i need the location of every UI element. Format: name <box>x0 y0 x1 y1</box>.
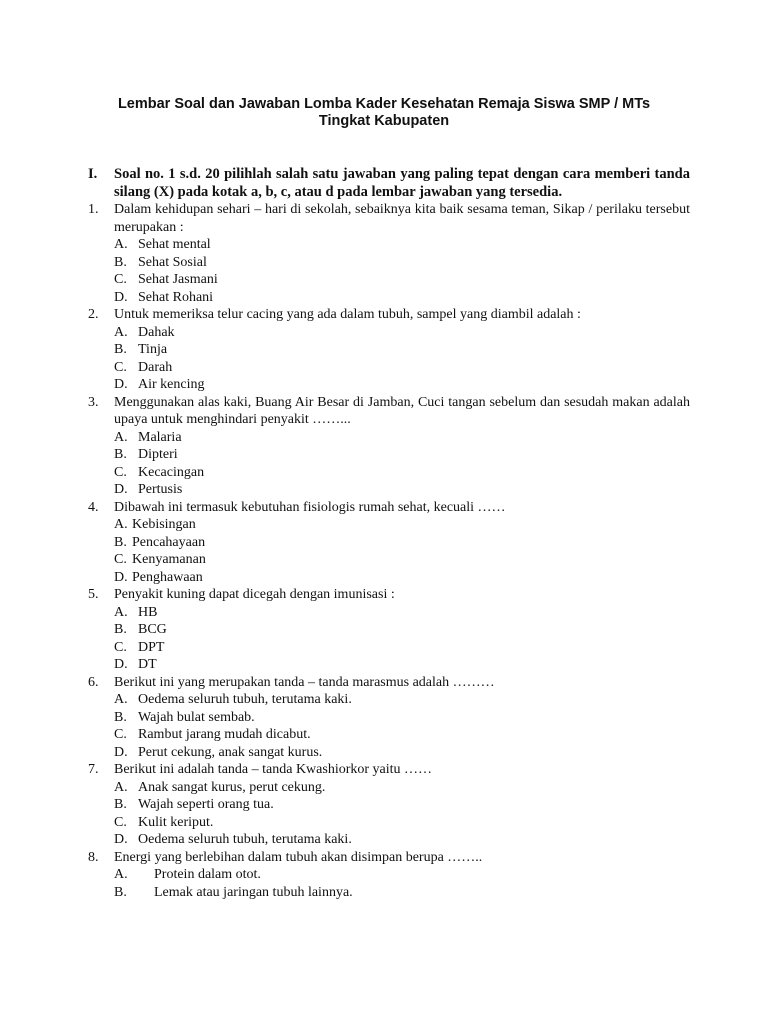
section-instructions <box>88 165 690 201</box>
option-a: A. Anak sangat kurus, perut cekung. <box>114 779 326 795</box>
question-7 <box>88 761 690 849</box>
question-number: 6. <box>88 674 99 690</box>
option-d: D. DT <box>114 657 157 672</box>
question-number: 2. <box>88 307 99 322</box>
question-number: 1. <box>88 202 99 217</box>
option-c: C. Sehat Jasmani <box>114 272 218 287</box>
section-number: I. <box>88 166 98 182</box>
option-b: B. Dipteri <box>114 447 178 462</box>
option-b: B. Pencahayaan <box>114 534 206 550</box>
section-text: Soal no. 1 s.d. 20 pilihlah salah satu jawaban yang paling tepat dengan cara memberi tanda silang (X) pada kotak a, b, c, atau d pada lembar jawaban yang tersedia. <box>114 166 690 200</box>
question-number: 7. <box>88 762 99 777</box>
option-c: C. Darah <box>114 359 173 375</box>
option-c: C. Rambut jarang mudah dicabut. <box>114 727 311 742</box>
option-a: A. Sehat mental <box>114 237 211 252</box>
option-list <box>114 691 690 761</box>
option-a: A. HB <box>114 604 158 620</box>
question-text: Penyakit kuning dapat dicegah dengan imunisasi : <box>114 587 395 602</box>
option-b: B. Lemak atau jaringan tubuh lainnya. <box>114 884 353 900</box>
question-text: Menggunakan alas kaki, Buang Air Besar di Jamban, Cuci tangan sebelum dan sesudah makan adalah upaya untuk menghindari penyakit ……... <box>114 394 690 427</box>
option-d: D. Pertusis <box>114 482 183 497</box>
option-a: A. Oedema seluruh tubuh, terutama kaki. <box>114 692 352 707</box>
option-b: B. Sehat Sosial <box>114 254 207 270</box>
option-b: B. Wajah bulat sembab. <box>114 709 255 725</box>
option-list <box>114 779 690 849</box>
option-list <box>114 866 690 901</box>
question-number: 5. <box>88 587 99 602</box>
question-2 <box>88 306 690 394</box>
question-list <box>88 201 690 901</box>
document-title: Lembar Soal dan Jawaban Lomba Kader Kesehatan Remaja Siswa SMP / MTs <box>117 96 651 112</box>
question-text: Energi yang berlebihan dalam tubuh akan disimpan berupa …….. <box>114 849 483 865</box>
question-number: 4. <box>88 499 99 515</box>
option-list <box>114 516 690 586</box>
option-d: D. Perut cekung, anak sangat kurus. <box>114 744 323 760</box>
option-a: A. Dahak <box>114 324 175 340</box>
option-list <box>114 604 690 674</box>
question-text: Dibawah ini termasuk kebutuhan fisiologis rumah sehat, kecuali …… <box>114 499 506 515</box>
question-number: 8. <box>88 849 99 865</box>
option-a: A. Protein dalam otot. <box>114 867 261 882</box>
option-c: C. Kecacingan <box>114 464 205 480</box>
option-c: C. Kulit keriput. <box>114 814 214 830</box>
document-subtitle: Tingkat Kabupaten <box>318 113 450 129</box>
question-number: 3. <box>88 394 99 410</box>
question-6 <box>88 674 690 762</box>
option-d: D. Air kencing <box>114 377 205 392</box>
option-d: D. Oedema seluruh tubuh, terutama kaki. <box>114 832 352 847</box>
question-text: Berikut ini adalah tanda – tanda Kwashiorkor yaitu …… <box>114 762 433 777</box>
option-b: B. Wajah seperti orang tua. <box>114 797 274 812</box>
question-text: Untuk memeriksa telur cacing yang ada dalam tubuh, sampel yang diambil adalah : <box>114 307 581 322</box>
question-4 <box>88 499 690 587</box>
option-a: A. Malaria <box>114 429 182 445</box>
question-8 <box>88 849 690 902</box>
option-c: C. DPT <box>114 639 165 655</box>
option-d: D. Penghawaan <box>114 569 203 585</box>
question-text: Dalam kehidupan sehari – hari di sekolah, sebaiknya kita baik sesama teman, Sikap / perilaku tersebut merupakan : <box>114 202 690 235</box>
option-d: D. Sehat Rohani <box>114 289 214 305</box>
question-5 <box>88 586 690 674</box>
option-list <box>114 429 690 499</box>
question-3 <box>88 394 690 499</box>
option-c: C. Kenyamanan <box>114 552 206 567</box>
question-text: Berikut ini yang merupakan tanda – tanda marasmus adalah ……… <box>114 674 495 690</box>
question-1 <box>88 201 690 306</box>
option-b: B. Tinja <box>114 342 168 357</box>
option-list <box>114 324 690 394</box>
option-b: B. BCG <box>114 622 167 637</box>
option-a: A. Kebisingan <box>114 517 196 532</box>
option-list <box>114 236 690 306</box>
